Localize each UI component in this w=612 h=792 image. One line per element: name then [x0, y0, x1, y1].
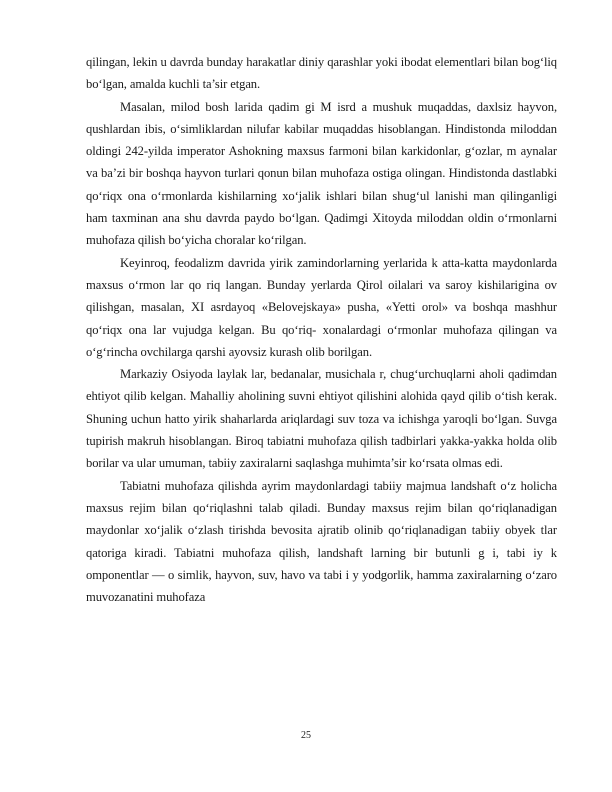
paragraph-1: qilingan, lekin u davrda bunday harakatlar diniy qarashlar yoki ibodat elementlari bilan bog‘liq bo‘lgan, amalda kuchli ta’sir etgan. — [86, 55, 557, 92]
document-page — [86, 51, 557, 608]
paragraph-3: Keyinroq, feodalizm davrida yirik zamindorlarning yerlarida k atta-katta maydonlarda maxsus o‘rmon lar qo riq langan. Bunday yerlarda Qirol oilalari va saroy kishilarigina ov qilishgan, masalan, XI asrdayoq «Belovejskaya» pusha, «Yetti orol» va boshqa mashhur qo‘riqx ona lar vujudga kelgan. Bu qo‘riq- xonalardagi o‘rmonlar muhofaza qilingan va o‘g‘rincha ovchilarga qarshi ayovsiz kurash olib borilgan. — [86, 255, 557, 359]
paragraph-2: Masalan, milod bosh larida qadim gi M isrd a mushuk muqaddas, daxlsiz hayvon, qushlardan ibis, o‘simliklardan nilufar kabilar muqaddas hisoblangan. Hindistonda miloddan oldingi 242-yilda imperator Ashokning maxsus farmoni bilan karkidonlar, g‘ozlar, m aynalar va ba’zi bir boshqa hayvon turlari qonun bilan muhofaza ostiga olingan. Hindistonda dastlabki qo‘riqx ona o‘rmonlarda kishilarning xo‘jalik ishlari bilan shug‘ul lanishi man qilinganligi ham taxminan ana shu davrda paydo bo‘lgan. Qadimgi Xitoyda miloddan oldin o‘rmonlarni muhofaza qilish bo‘yicha choralar ko‘rilgan. — [86, 99, 557, 248]
paragraph-5: Tabiatni muhofaza qilishda ayrim maydonlardagi tabiiy majmua landshaft o‘z holicha maxsus rejim bilan qo‘riqlashni talab qiladi. Bunday maxsus rejim bilan qo‘riqlanadigan maydonlar xo‘jalik o‘zlash tirishda bevosita ajratib olinib qo‘riqlanadigan tabiiy obyek tlar qatoriga kiradi. Tabiatni muhofaza qilish, landshaft larning bir butunli g i, tabi iy k omponentlar — o simlik, hayvon, suv, havo va tabi i y yodgorlik, hamma zaxiralarning o‘zaro muvozanatini muhofaza — [86, 478, 557, 605]
page-number: 25 — [301, 730, 311, 741]
paragraph-4: Markaziy Osiyoda laylak lar, bedanalar, musichala r, chug‘urchuqlarni aholi qadimdan ehtiyot qilib kelgan. Mahalliy aholining suvni ehtiyot qilishini alohida qayd qilib o‘tish kerak. Shuning uchun hatto yirik shaharlarda ariqlardagi suv toza va ichishga yaroqli bo‘lgan. Suvga tupirish makruh hisoblangan. Biroq tabiatni muhofaza qilish tadbirlari yakka-yakka holda olib borilar va ular umuman, tabiiy zaxiralarni saqlashga muhimta’sir ko‘rsata olmas edi. — [86, 367, 557, 471]
